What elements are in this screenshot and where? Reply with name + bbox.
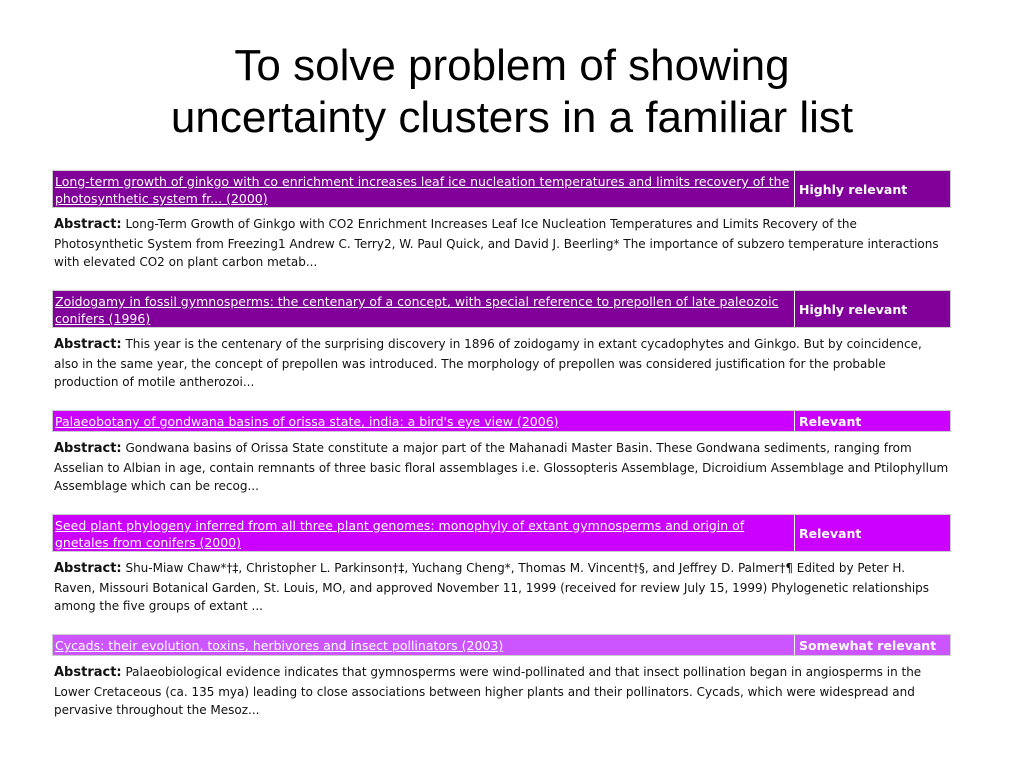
result-header — [52, 514, 951, 552]
abstract-label: Abstract: — [54, 441, 122, 456]
result-header — [52, 170, 951, 208]
result-title-link[interactable]: Seed plant phylogeny inferred from all three plant genomes: monophyly of extant gymnosperms and origin of gnetales from conifers (2000) — [55, 518, 745, 550]
abstract-text: Shu-Miaw Chaw*†‡, Christopher L. Parkinson†‡, Yuchang Cheng*, Thomas M. Vincent†§, and Jeffrey D. Palmer†¶ Edited by Peter H. Raven, Missouri Botanical Garden, St. Louis, MO, and approved November 11, 1999 (received for review July 15, 1999) Phylogenetic relationships among the five groups of extant ... — [54, 561, 930, 613]
abstract-label: Abstract: — [54, 561, 122, 576]
abstract-label: Abstract: — [54, 217, 122, 232]
result-title-link[interactable]: Cycads: their evolution, toxins, herbivores and insect pollinators (2003) — [55, 638, 504, 653]
relevance-badge: Relevant — [794, 411, 950, 431]
result-item — [52, 290, 951, 410]
result-item — [52, 170, 951, 290]
result-abstract — [52, 656, 951, 736]
abstract-text: Palaeobiological evidence indicates that gymnosperms were wind-pollinated and that insect pollination began in angiosperms in the Lower Cretaceous (ca. 135 mya) leading to close associations between higher plants and their pollinators. Cycads, which were widespread and pervasive throughout the Mesoz... — [54, 665, 922, 717]
result-abstract — [52, 552, 951, 632]
result-abstract — [52, 328, 951, 408]
result-abstract — [52, 208, 951, 288]
results-list — [52, 170, 951, 738]
abstract-text: This year is the centenary of the surprising discovery in 1896 of zoidogamy in extant cycadophytes and Ginkgo. But by coincidence, also in the same year, the concept of prepollen was introduced. The morphology of prepollen was considered justification for the probable production of motile antherozoi... — [54, 337, 922, 389]
abstract-text: Long-Term Growth of Ginkgo with CO2 Enrichment Increases Leaf Ice Nucleation Temperatures and Limits Recovery of the Photosynthetic System from Freezing1 Andrew C. Terry2, W. Paul Quick, and David J. Beerling* The importance of subzero temperature interactions with elevated CO2 on plant carbon metab... — [54, 217, 939, 269]
slide-title-line-1: To solve problem of showing — [234, 41, 790, 90]
abstract-label: Abstract: — [54, 665, 122, 680]
result-item — [52, 410, 951, 514]
relevance-badge: Highly relevant — [794, 171, 950, 207]
result-header — [52, 290, 951, 328]
result-title-link[interactable]: Palaeobotany of gondwana basins of orissa state, india: a bird's eye view (2006) — [55, 414, 559, 429]
result-item — [52, 634, 951, 738]
result-title-link[interactable]: Zoidogamy in fossil gymnosperms: the centenary of a concept, with special reference to prepollen of late paleozoic conifers (1996) — [55, 294, 779, 326]
relevance-badge: Somewhat relevant — [794, 635, 950, 655]
result-header — [52, 410, 951, 432]
relevance-badge: Relevant — [794, 515, 950, 551]
abstract-label: Abstract: — [54, 337, 122, 352]
relevance-badge: Highly relevant — [794, 291, 950, 327]
abstract-text: Gondwana basins of Orissa State constitute a major part of the Mahanadi Master Basin. These Gondwana sediments, ranging from Asselian to Albian in age, contain remnants of three basic floral assemblages i.e. Glossopteris Assemblage, Dicroidium Assemblage and Ptilophyllum Assemblage which can be recog... — [54, 441, 949, 493]
result-header — [52, 634, 951, 656]
result-abstract — [52, 432, 951, 512]
slide-title-line-2: uncertainty clusters in a familiar list — [170, 93, 854, 142]
result-item — [52, 514, 951, 634]
slide-title — [0, 40, 1024, 144]
result-title-link[interactable]: Long-term growth of ginkgo with co enrichment increases leaf ice nucleation temperatures and limits recovery of the photosynthetic system fr... (2000) — [55, 174, 790, 206]
